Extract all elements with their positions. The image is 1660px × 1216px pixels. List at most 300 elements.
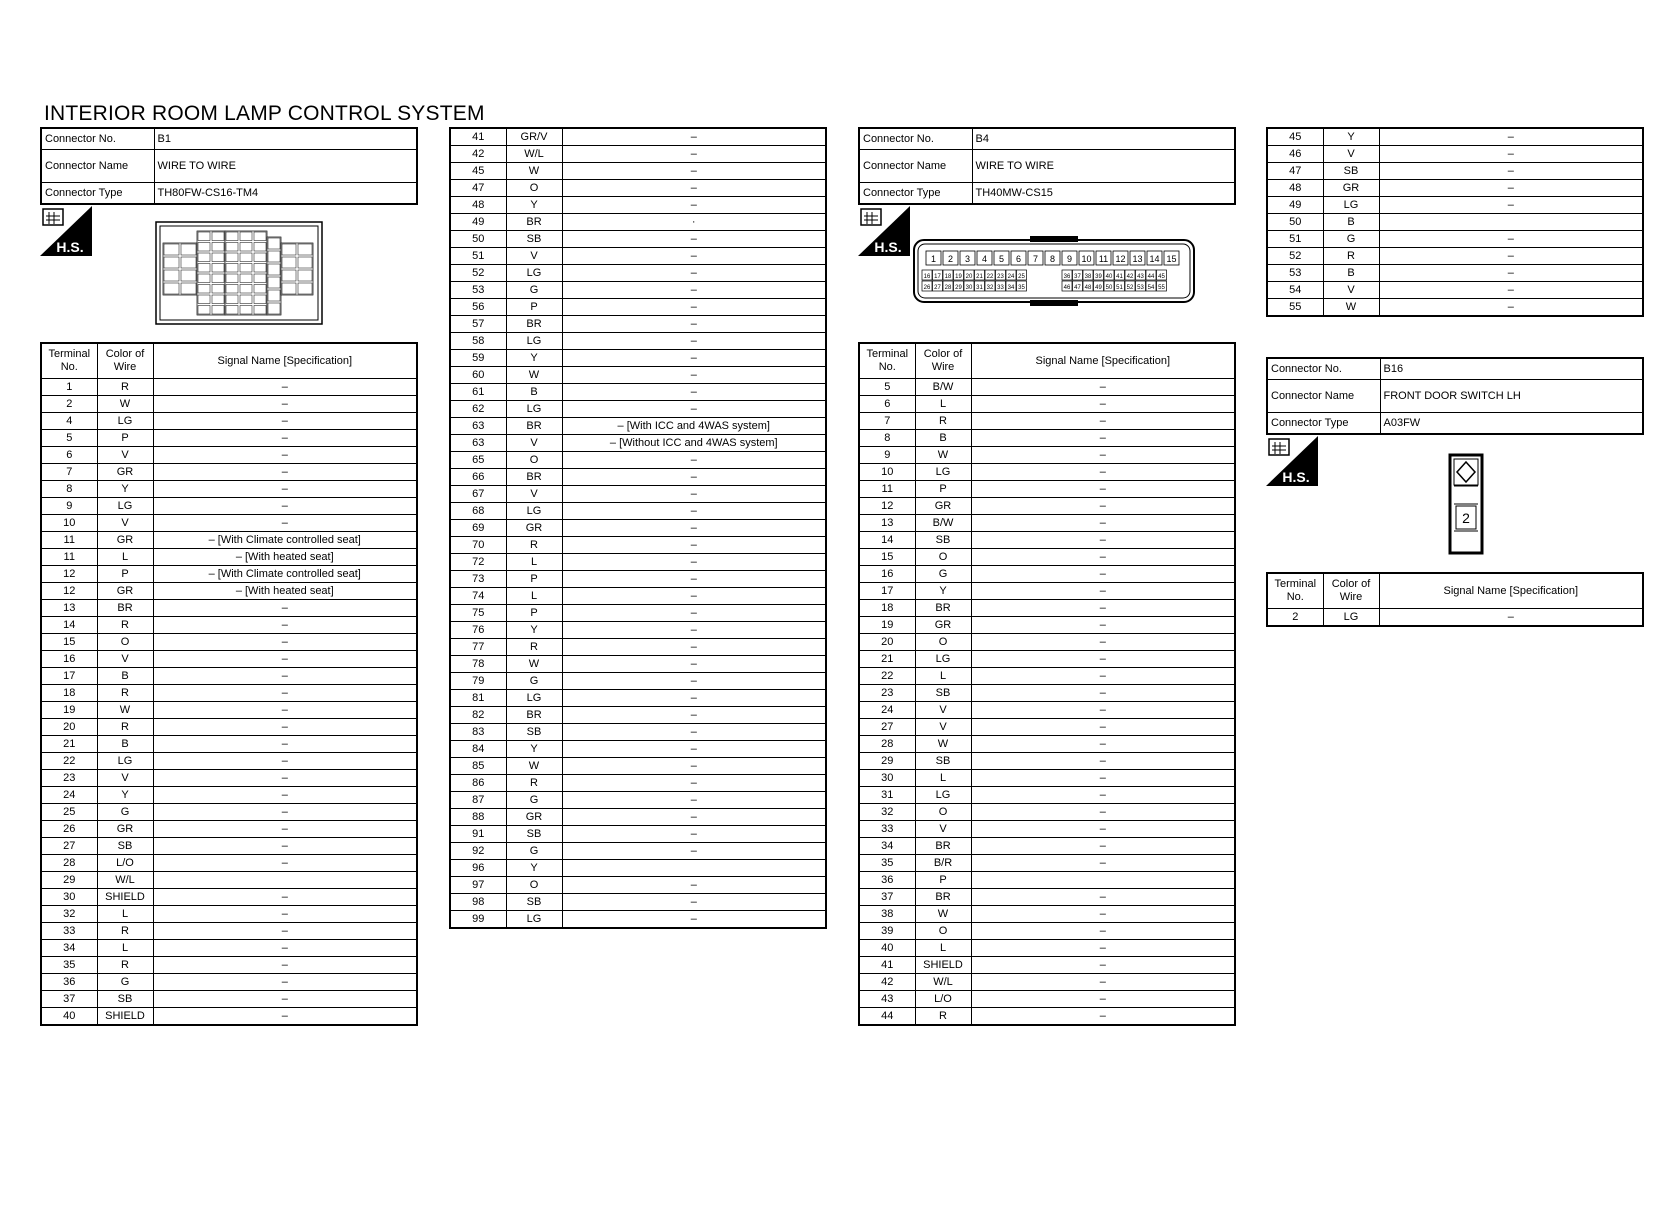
signal-name-cell: –	[562, 639, 826, 656]
table-row	[450, 605, 826, 622]
wire-color-cell: LG	[506, 265, 562, 282]
table-row	[859, 464, 1235, 481]
wire-color-cell: P	[915, 872, 971, 889]
table-row	[859, 498, 1235, 515]
pin-number-label: 18	[944, 274, 952, 280]
table-row	[859, 566, 1235, 583]
table-row	[859, 974, 1235, 991]
wire-color-cell: R	[1323, 248, 1379, 265]
pin-number-label: 5	[998, 254, 1005, 264]
terminal-no-cell: 54	[1267, 282, 1323, 299]
terminal-no-cell: 4	[41, 413, 97, 430]
signal-name-cell: –	[153, 634, 417, 651]
wire-color-cell: L	[915, 940, 971, 957]
signal-name-cell: –	[971, 379, 1235, 396]
table-row	[1267, 214, 1643, 231]
table-row	[41, 413, 417, 430]
wire-color-cell: V	[97, 515, 153, 532]
terminal-no-cell: 76	[450, 622, 506, 639]
table-row	[450, 554, 826, 571]
terminal-no-cell: 7	[41, 464, 97, 481]
terminal-no-cell: 31	[859, 787, 915, 804]
connector-name-label: Connector Name	[859, 150, 972, 183]
table-row	[450, 588, 826, 605]
wire-color-cell: L	[506, 554, 562, 571]
terminal-no-cell: 91	[450, 826, 506, 843]
terminal-no-cell: 67	[450, 486, 506, 503]
terminal-no-cell: 45	[1267, 128, 1323, 146]
signal-name-cell: –	[153, 600, 417, 617]
wire-color-cell: R	[915, 413, 971, 430]
terminal-no-cell: 20	[41, 719, 97, 736]
table-row	[41, 906, 417, 923]
terminal-no-cell: 86	[450, 775, 506, 792]
table-row	[41, 685, 417, 702]
pin-number-label: 2	[947, 254, 954, 264]
wire-color-cell: GR	[1323, 180, 1379, 197]
terminal-no-cell: 48	[1267, 180, 1323, 197]
pin-number-label: 3	[964, 254, 971, 264]
signal-name-cell: –	[562, 724, 826, 741]
signal-name-cell: –	[153, 396, 417, 413]
signal-name-cell: –	[1379, 231, 1643, 248]
b16-connector-face-diagram	[1448, 453, 1484, 555]
terminal-no-cell: 53	[1267, 265, 1323, 282]
signal-name-cell: –	[153, 787, 417, 804]
wire-color-cell: V	[97, 770, 153, 787]
terminal-no-cell: 24	[859, 702, 915, 719]
table-row	[859, 889, 1235, 906]
signal-name-cell: –	[153, 651, 417, 668]
pin-number-label: 14	[1149, 254, 1160, 264]
wire-color-cell: LG	[506, 503, 562, 520]
wire-color-cell: W/L	[506, 146, 562, 163]
wire-color-cell: G	[506, 792, 562, 809]
signal-name-cell: –	[562, 503, 826, 520]
wire-color-cell: V	[915, 719, 971, 736]
table-row	[41, 634, 417, 651]
wire-color-cell: SHIELD	[97, 889, 153, 906]
signal-name-cell	[562, 860, 826, 877]
table-row	[450, 707, 826, 724]
pin-number-label: 1	[930, 254, 937, 264]
signal-name-cell: –	[562, 333, 826, 350]
terminal-no-cell: 65	[450, 452, 506, 469]
signal-name-cell: –	[562, 656, 826, 673]
table-row	[41, 668, 417, 685]
terminal-no-cell: 33	[859, 821, 915, 838]
table-row	[450, 435, 826, 452]
wire-color-cell: R	[506, 639, 562, 656]
signal-name-cell: –	[153, 430, 417, 447]
signal-name-cell: –	[971, 702, 1235, 719]
table-row	[450, 792, 826, 809]
signal-name-cell	[1379, 214, 1643, 231]
terminal-no-cell: 28	[41, 855, 97, 872]
wire-color-cell: W	[506, 367, 562, 384]
wire-color-cell: G	[1323, 231, 1379, 248]
terminal-no-cell: 15	[41, 634, 97, 651]
wire-color-cell: W	[1323, 299, 1379, 317]
wire-color-cell: W/L	[97, 872, 153, 889]
signal-name-cell: –	[971, 957, 1235, 974]
table-row	[859, 634, 1235, 651]
b4-terminal-table-1	[858, 342, 1236, 1026]
wire-color-cell: SB	[506, 231, 562, 248]
table-row	[450, 724, 826, 741]
table-row	[859, 685, 1235, 702]
terminal-no-cell: 14	[859, 532, 915, 549]
table-row	[1267, 282, 1643, 299]
terminal-no-cell: 51	[450, 248, 506, 265]
wire-color-cell: O	[506, 452, 562, 469]
signal-name-cell: –	[971, 821, 1235, 838]
pin-number-label: 34	[1007, 285, 1015, 291]
signal-name-cell: –	[971, 804, 1235, 821]
pin-number-label: 11	[1098, 254, 1109, 264]
b1-connector-info	[40, 127, 418, 205]
table-row	[41, 396, 417, 413]
wire-color-cell: SB	[915, 532, 971, 549]
terminal-no-cell: 11	[41, 532, 97, 549]
table-row	[859, 719, 1235, 736]
terminal-no-cell: 10	[859, 464, 915, 481]
pin-number-label: 46	[1063, 285, 1071, 291]
wire-color-cell: B	[1323, 214, 1379, 231]
signal-name-cell: –	[153, 668, 417, 685]
terminal-no-cell: 42	[859, 974, 915, 991]
table-row	[41, 923, 417, 940]
signal-name-cell: –	[971, 736, 1235, 753]
table-row	[1267, 197, 1643, 214]
pin-number-label: 38	[1084, 274, 1092, 280]
signal-name-cell: –	[562, 588, 826, 605]
table-row	[450, 367, 826, 384]
signal-name-cell: –	[562, 128, 826, 146]
table-row	[450, 146, 826, 163]
table-row	[41, 872, 417, 889]
wire-color-cell: P	[506, 299, 562, 316]
wire-color-cell: B	[97, 736, 153, 753]
table-row	[450, 894, 826, 911]
terminal-no-cell: 22	[859, 668, 915, 685]
table-row	[450, 214, 826, 231]
signal-name-cell: –	[562, 350, 826, 367]
table-row	[859, 957, 1235, 974]
signal-name-cell: –	[153, 515, 417, 532]
table-row	[41, 855, 417, 872]
pin-number-label: 43	[1137, 274, 1144, 280]
table-row	[41, 753, 417, 770]
b1-terminal-table-1	[40, 342, 418, 1026]
table-row	[450, 469, 826, 486]
terminal-no-cell: 52	[450, 265, 506, 282]
signal-name-cell: –	[562, 707, 826, 724]
wire-color-cell: SB	[915, 753, 971, 770]
signal-name-cell: –	[562, 843, 826, 860]
table-row	[450, 690, 826, 707]
signal-name-cell: –	[971, 668, 1235, 685]
table-row	[1267, 128, 1643, 146]
signal-name-cell: –	[1379, 609, 1643, 627]
wire-color-cell: R	[97, 719, 153, 736]
terminal-no-cell: 2	[1267, 609, 1323, 627]
signal-name-cell: –	[153, 702, 417, 719]
signal-name-cell: –	[971, 1008, 1235, 1026]
terminal-no-cell: 21	[859, 651, 915, 668]
signal-name-cell: – [With Climate controlled seat]	[153, 566, 417, 583]
wire-color-cell: Y	[506, 741, 562, 758]
signal-name-cell: –	[971, 464, 1235, 481]
terminal-no-cell: 57	[450, 316, 506, 333]
signal-name-cell: –	[562, 231, 826, 248]
signal-name-cell: –	[153, 464, 417, 481]
b4-connector-info	[858, 127, 1236, 205]
b16-connector-name: FRONT DOOR SWITCH LH	[1380, 380, 1643, 413]
table-row	[859, 668, 1235, 685]
table-row	[859, 549, 1235, 566]
table-row	[450, 843, 826, 860]
pin-number-label: 45	[1158, 274, 1165, 280]
signal-name-cell: –	[971, 413, 1235, 430]
b16-terminal-table	[1266, 572, 1644, 627]
terminal-no-cell: 24	[41, 787, 97, 804]
terminal-no-cell: 1	[41, 379, 97, 396]
pin-number-label: 33	[997, 285, 1004, 291]
table-row	[41, 736, 417, 753]
terminal-no-cell: 69	[450, 520, 506, 537]
table-row	[450, 418, 826, 435]
terminal-no-cell: 74	[450, 588, 506, 605]
table-row	[859, 940, 1235, 957]
signal-name-cell: –	[971, 974, 1235, 991]
table-row	[450, 622, 826, 639]
wire-color-cell: W	[97, 396, 153, 413]
terminal-no-cell: 18	[859, 600, 915, 617]
pin-number-label: 29	[955, 285, 962, 291]
terminal-no-cell: 16	[41, 651, 97, 668]
signal-name-cell: –	[153, 855, 417, 872]
table-row	[41, 974, 417, 991]
terminal-no-cell: 5	[41, 430, 97, 447]
signal-name-cell: –	[153, 753, 417, 770]
table-row	[450, 860, 826, 877]
pin-number-label: 52	[1126, 285, 1134, 291]
signal-name-cell: –	[562, 469, 826, 486]
pin-number-label: 22	[986, 274, 994, 280]
table-row	[41, 651, 417, 668]
terminal-no-cell: 47	[450, 180, 506, 197]
wire-color-cell: SB	[1323, 163, 1379, 180]
wire-color-cell: LG	[506, 911, 562, 929]
wire-color-cell: W	[506, 758, 562, 775]
terminal-no-cell: 9	[859, 447, 915, 464]
terminal-no-cell: 78	[450, 656, 506, 673]
signal-name-cell: –	[153, 974, 417, 991]
wire-color-cell: LG	[915, 651, 971, 668]
terminal-no-cell: 11	[859, 481, 915, 498]
table-row	[859, 617, 1235, 634]
wire-color-cell: BR	[97, 600, 153, 617]
terminal-no-cell: 41	[859, 957, 915, 974]
color-of-wire-header: Color of Wire	[97, 343, 153, 379]
pin-number-label: 44	[1147, 274, 1155, 280]
terminal-no-cell: 68	[450, 503, 506, 520]
wire-color-cell: L/O	[915, 991, 971, 1008]
signal-name-cell: –	[562, 571, 826, 588]
pin-number-label: 54	[1147, 285, 1155, 291]
table-row	[450, 333, 826, 350]
pin-number-label: 20	[965, 274, 973, 280]
signal-name-cell: –	[562, 248, 826, 265]
terminal-no-cell: 35	[41, 957, 97, 974]
table-row	[41, 515, 417, 532]
terminal-no-cell: 45	[450, 163, 506, 180]
pin-number-label: 36	[1063, 274, 1071, 280]
table-row	[450, 673, 826, 690]
wire-color-cell: SB	[506, 894, 562, 911]
signal-name-cell: –	[562, 877, 826, 894]
wire-color-cell: P	[506, 571, 562, 588]
wire-color-cell: B	[97, 668, 153, 685]
wire-color-cell: BR	[915, 838, 971, 855]
pin-number-label: 40	[1105, 274, 1113, 280]
table-row	[859, 583, 1235, 600]
terminal-no-cell: 46	[1267, 146, 1323, 163]
terminal-no-cell: 85	[450, 758, 506, 775]
signal-name-cell: –	[971, 889, 1235, 906]
table-row	[41, 804, 417, 821]
signal-name-cell: –	[153, 1008, 417, 1026]
wire-color-cell: O	[97, 634, 153, 651]
signal-name-cell: –	[971, 549, 1235, 566]
terminal-no-cell: 52	[1267, 248, 1323, 265]
b1-connector-face-diagram	[155, 221, 323, 325]
terminal-no-cell: 8	[859, 430, 915, 447]
signal-name-cell: –	[971, 940, 1235, 957]
signal-name-cell: –	[971, 770, 1235, 787]
table-row	[41, 1008, 417, 1026]
wire-color-cell: BR	[506, 418, 562, 435]
wire-color-cell: W/L	[915, 974, 971, 991]
signal-name-cell: –	[562, 282, 826, 299]
signal-name-cell: –	[1379, 265, 1643, 282]
terminal-no-cell: 17	[859, 583, 915, 600]
terminal-no-cell: 99	[450, 911, 506, 929]
wire-color-cell: L	[97, 906, 153, 923]
terminal-no-cell: 82	[450, 707, 506, 724]
signal-name-cell: –	[562, 486, 826, 503]
wire-color-cell: SB	[506, 826, 562, 843]
signal-name-cell: –	[562, 673, 826, 690]
signal-name-cell: –	[1379, 163, 1643, 180]
terminal-no-cell: 96	[450, 860, 506, 877]
wire-color-cell: SB	[915, 685, 971, 702]
b16-connector-info	[1266, 357, 1644, 435]
signal-name-cell: –	[153, 413, 417, 430]
terminal-no-cell: 6	[41, 447, 97, 464]
terminal-no-cell: 12	[41, 583, 97, 600]
wire-color-cell: Y	[506, 860, 562, 877]
connector-name-label: Connector Name	[41, 150, 154, 183]
signal-name-cell: –	[562, 911, 826, 929]
connector-no-label: Connector No.	[1267, 358, 1380, 380]
terminal-no-cell: 55	[1267, 299, 1323, 317]
signal-name-cell: –	[562, 741, 826, 758]
terminal-no-cell: 10	[41, 515, 97, 532]
wire-color-cell: GR	[97, 821, 153, 838]
table-row	[450, 128, 826, 146]
b4-connector-no: B4	[972, 128, 1235, 150]
wire-color-cell: P	[97, 430, 153, 447]
terminal-no-cell: 29	[41, 872, 97, 889]
signal-name-cell: – [With heated seat]	[153, 583, 417, 600]
table-row	[41, 991, 417, 1008]
signal-name-cell: –	[153, 685, 417, 702]
table-row	[41, 430, 417, 447]
page-title: INTERIOR ROOM LAMP CONTROL SYSTEM	[44, 102, 485, 125]
table-row	[450, 180, 826, 197]
signal-name-cell: –	[153, 923, 417, 940]
terminal-no-cell: 63	[450, 418, 506, 435]
signal-name-cell: –	[153, 481, 417, 498]
table-row	[450, 231, 826, 248]
table-row	[41, 940, 417, 957]
signal-name-header: Signal Name [Specification]	[1379, 573, 1643, 609]
terminal-no-cell: 37	[41, 991, 97, 1008]
table-row	[859, 379, 1235, 396]
table-row	[450, 384, 826, 401]
signal-name-cell: –	[971, 532, 1235, 549]
terminal-no-cell: 6	[859, 396, 915, 413]
table-row	[1267, 299, 1643, 317]
terminal-no-cell: 73	[450, 571, 506, 588]
pin-number-label: 13	[1132, 254, 1143, 264]
table-row	[450, 911, 826, 929]
pin-number-label: 24	[1007, 274, 1015, 280]
table-row	[41, 379, 417, 396]
signal-name-cell: –	[562, 554, 826, 571]
wire-color-cell: Y	[97, 481, 153, 498]
terminal-no-cell: 66	[450, 469, 506, 486]
terminal-no-cell: 5	[859, 379, 915, 396]
signal-name-cell: –	[971, 634, 1235, 651]
table-row	[450, 503, 826, 520]
pin-number-label: 42	[1126, 274, 1134, 280]
terminal-no-cell: 19	[41, 702, 97, 719]
pin-number-label: 35	[1018, 285, 1025, 291]
wire-color-cell: LG	[97, 753, 153, 770]
signal-name-cell: –	[971, 430, 1235, 447]
signal-name-cell: –	[971, 906, 1235, 923]
wire-color-cell: V	[506, 486, 562, 503]
wire-color-cell: R	[97, 617, 153, 634]
hs-label: H.S.	[56, 239, 84, 255]
terminal-no-cell: 14	[41, 617, 97, 634]
table-row	[450, 452, 826, 469]
wire-color-cell: LG	[97, 498, 153, 515]
table-row	[41, 481, 417, 498]
wire-color-cell: L/O	[97, 855, 153, 872]
signal-name-cell: –	[971, 617, 1235, 634]
signal-name-cell: –	[971, 838, 1235, 855]
terminal-no-header: Terminal No.	[41, 343, 97, 379]
signal-name-cell: –	[153, 736, 417, 753]
signal-name-cell: –	[562, 299, 826, 316]
table-row	[1267, 146, 1643, 163]
table-row	[41, 447, 417, 464]
signal-name-cell: –	[153, 447, 417, 464]
